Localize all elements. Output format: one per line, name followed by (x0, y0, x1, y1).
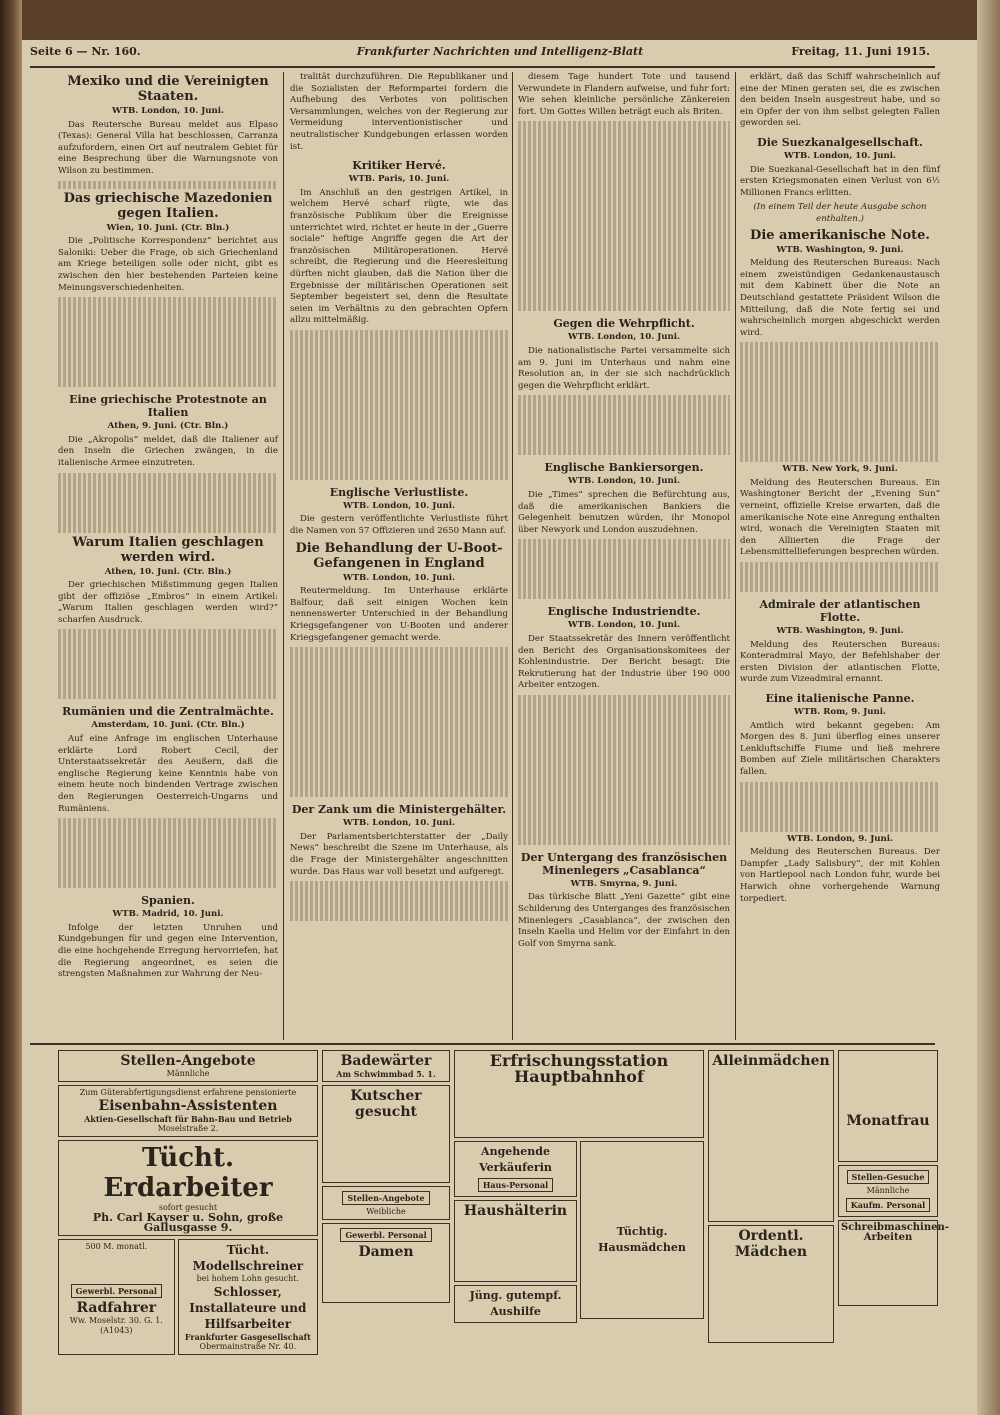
dateline: WTB. Paris, 10. Juni. (348, 174, 450, 185)
headline: Der Untergang des französischen Minenlegers „Casablanca“ (520, 850, 728, 877)
issue-date: Freitag, 11. Juni 1915. (791, 45, 930, 58)
dateline: WTB. Washington, 9. Juni. (776, 626, 904, 637)
headline: Der Zank um die Ministergehälter. (291, 803, 507, 817)
dateline: WTB. Smyrna, 9. Juni. (570, 878, 678, 889)
ad-stellen-gesuche (838, 1165, 938, 1217)
headline: Warum Italien geschlagen werden wird. (72, 534, 264, 565)
ad-alleinmaedchen (708, 1050, 834, 1222)
article-text: diesem Tage hundert Tote und tausend Verwundete in Flandern aufweise, und fuhr fort: Wie sehen kleinliche persönliche Zänkereien fort. Um Gottes Willen beträgt euch als Briten. (518, 72, 730, 117)
article-text: Auf eine Anfrage im englischen Unterhause erklärte Lord Robert Cecil, der Unterstaatssekretär des Aeußern, daß die englische Regierung keine Kenntnis habe von einem heute noch bindenden Vertrage zwischen den Regierungen Oesterreich-Ungarns und Rumäniens. (58, 734, 278, 814)
text-lines (583, 1144, 701, 1224)
headline: Die amerikanische Note. (750, 227, 930, 243)
ad-title: Schlosser, Installateure und Hilfsarbeiter (189, 1285, 307, 1331)
article-text: Das türkische Blatt „Yeni Gazette“ gibt eine Schilderung des Unterganges des französischen Minenlegers „Casablanca“, der zwischen den Inseln Kaelia und Helim vor der Einfahrt in den Golf von Smyrna sank. (518, 892, 730, 949)
ad-title: Tücht. Modellschreiner (192, 1243, 304, 1273)
article-text: Im Anschluß an den gestrigen Artikel, in welchem Hervé scharf rügte, wie das französische Publikum über die Ereignisse unterrichtet wird, richtet er heute in der „Guerre sociale“ heftige Angriffe gegen die Art der französischen Militäroperationen. Hervé schreibt, die Regierung und die Heeresleitung dürften nicht glauben, daß die Nation über die Ergebnisse der militärischen Operationen seit September begeistert sei, denn die Resultate seien im Verhältnis zu den gebrachten Opfern allzu mittelmäßig. (290, 187, 508, 326)
article-text: Die „Politische Korrespondenz“ berichtet aus Saloniki: Ueber die Frage, ob sich Griechenland am Kriege beteiligen solle oder nicht, gibt es zwischen den hier bestehenden Parteien keine Meinungsverschiedenheiten. (58, 236, 278, 293)
column-1 (58, 72, 278, 1040)
ad-text: 500 M. monatl. (85, 1242, 148, 1251)
ad-title: Angehende Verkäuferin (479, 1145, 552, 1174)
ad-text: Obermainstraße Nr. 40. (199, 1342, 297, 1351)
ad-title: Alleinmädchen (712, 1053, 830, 1069)
article-text: Der Staatssekretär des Innern veröffentlicht den Bericht des Organisationskomitees der Kohlenindustrie. Der Bericht besagt: Die Rekrutierung hat der Industrie über 190 000 Arbeiter entzogen. (518, 633, 730, 691)
dateline: WTB. London, 10. Juni. (783, 150, 897, 161)
headline: Rumänien und die Zentralmächte. (62, 705, 274, 719)
text-lines (58, 297, 278, 387)
ad-subtitle: Männliche (166, 1069, 210, 1078)
dateline: WTB. Washington, 9. Juni. (776, 244, 904, 255)
ad-text: Ww. Moselstr. 30. G. 1. (A1043) (69, 1316, 163, 1335)
text-lines (325, 1260, 447, 1300)
article-text: Die nationalistische Partei versammelte sich am 9. Juni im Unterhaus und nahm eine Resolution an, in der sie sich nachdrücklich gegen die Wehrpflicht erklärt. (518, 345, 730, 391)
column-3 (518, 72, 730, 1040)
headline: Englische Industriendte. (547, 605, 701, 619)
ad-hausmaedchen (580, 1141, 704, 1319)
text-lines (740, 562, 940, 592)
ad-section-label: Stellen-Gesuche (847, 1170, 930, 1184)
ad-subtitle: Weibliche (366, 1207, 406, 1216)
headline: Das griechische Mazedonien gegen Italien. (63, 190, 273, 221)
text-lines (841, 1243, 935, 1303)
text-lines (518, 395, 730, 455)
ad-title: Monatfrau (846, 1113, 930, 1129)
ad-row (58, 1239, 318, 1358)
text-lines (583, 1256, 701, 1316)
header-rule (30, 66, 935, 68)
headline: Die Behandlung der U-Boot-Gefangenen in England (295, 540, 503, 571)
dateline: Athen, 10. Juni. (Ctr. Bln.) (104, 566, 232, 577)
ad-title: Tüchtig. Hausmädchen (598, 1225, 686, 1254)
text-lines (740, 782, 940, 832)
ad-haushaelterin (454, 1200, 577, 1282)
article-text: Amtlich wird bekannt gegeben: Am Morgen des 8. Juni überflog eines unserer Lenkluftschiffe Fiume und ließ mehrere Bomben auf Ziele militärischen Charakters fallen. (740, 720, 940, 777)
page-number: Seite 6 — Nr. 160. (30, 45, 141, 58)
text-lines (740, 342, 940, 462)
ad-subtitle: Männliche (866, 1186, 910, 1195)
ad-title: Haushälterin (463, 1203, 568, 1219)
ad-kutscher (322, 1085, 450, 1183)
dateline: Wien, 10. Juni. (Ctr. Bln.) (106, 222, 230, 233)
text-lines (711, 1260, 831, 1340)
headline: Spanien. (141, 894, 195, 908)
article-text: Meldung des Reuterschen Bureaus. Ein Washingtoner Bericht der „Evening Sun“ verneint, offizielle Kreise erwarten, daß die amerikanische Note eine Anregung enthalten wird, wonach die Vereinigten Staaten mit den Alliierten die Frage der Lebensmittellieferungen besprechen würden. (740, 477, 940, 558)
headline: Englische Bankiersorgen. (544, 461, 704, 475)
ad-text: Zum Güterabfertigungsdienst erfahrene pensionierte (79, 1088, 297, 1097)
ads-column-1 (58, 1050, 318, 1390)
dateline: WTB. Madrid, 10. Juni. (112, 909, 224, 920)
ad-aushilfe (454, 1285, 577, 1323)
headline: Eine griechische Protestnote an Italien (69, 393, 267, 420)
ad-damen (322, 1223, 450, 1303)
text-lines (841, 1129, 935, 1159)
ad-section-label: Stellen-Angebote (342, 1191, 429, 1205)
text-lines (518, 695, 730, 845)
ad-ordentl-maedchen (708, 1225, 834, 1343)
ad-verkaeuferin (454, 1141, 577, 1197)
article-text: Meldung des Reuterschen Bureaus. Der Dampfer „Lady Salisbury“, der mit Kohlen von Hartlepool nach London fuhr, wurde bei Harwich ohne vorhergehende Warnung torpediert. (740, 847, 940, 904)
dateline: WTB. London, 10. Juni. (111, 106, 225, 116)
ad-badewaerter (322, 1050, 450, 1082)
ads-rule (30, 1043, 935, 1045)
article-text: Das Reutersche Bureau meldet aus Elpaso (Texas): General Villa hat beschlossen, Carranza aufzufordern, einen Ort auf neutralem Gebiet für eine Besprechung über die Warnungsnote von Wilson zu bestimmen. (58, 119, 278, 176)
dateline: WTB. London, 9. Juni. (786, 833, 894, 844)
text-lines (58, 629, 278, 699)
article-text: erklärt, daß das Schiff wahrscheinlich auf eine der Minen geraten sei, die es zwischen den beiden Inseln ausgestreut habe, und so ein Opfer der von ihm selbst gelegten Fallen geworden sei. (740, 72, 940, 129)
ad-title: Stellen-Angebote (120, 1053, 256, 1069)
book-spine (0, 0, 22, 1415)
column-2 (290, 72, 508, 1040)
ad-title: Eisenbahn-Assistenten (98, 1098, 278, 1114)
headline: Mexiko und die Vereinigten Staaten. (67, 74, 269, 104)
dateline: WTB. London, 10. Juni. (567, 332, 681, 343)
headline: Englische Verlustliste. (329, 485, 469, 499)
adjacent-page-edge (977, 0, 1000, 1415)
ad-radfahrer (58, 1239, 175, 1355)
ads-column-3 (454, 1050, 704, 1390)
text-lines (290, 881, 508, 921)
article-text: Infolge der letzten Unruhen und Kundgebungen für und gegen eine Intervention, die eine hochgehende Erregung hervorriefen, hat die Regierung angeordnet, es seien die strengsten Maßnahmen zur Wahrung der Neu- (58, 922, 278, 980)
text-lines (518, 539, 730, 599)
ad-title: Damen (358, 1244, 414, 1260)
headline: Kritiker Hervé. (352, 159, 446, 173)
ad-section-label: Kaufm. Personal (846, 1198, 930, 1212)
ad-row (454, 1141, 704, 1326)
article-text: Reutermeldung. Im Unterhause erklärte Balfour, daß seit einigen Wochen kein nennenswerter Unterschied in der Behandlung Kriegsgefangener von U-Booten und anderer Kriegsgefangener gemacht werde. (290, 586, 508, 643)
ad-text: Ph. Carl Kayser u. Sohn, große Gallusgasse 9. (92, 1211, 284, 1234)
ad-subcolumn (454, 1141, 577, 1326)
ad-text: Am Schwimmbad 5. 1. (336, 1069, 436, 1079)
ad-title: Jüng. gutempf. Aushilfe (469, 1289, 562, 1318)
edition-note: (In einem Teil der heute Ausgabe schon enthalten.) (753, 202, 927, 224)
text-lines (290, 647, 508, 797)
text-lines (290, 330, 508, 480)
ad-schreibmaschinen (838, 1220, 949, 1306)
dateline: Amsterdam, 10. Juni. (Ctr. Bln.) (91, 720, 245, 731)
text-lines (58, 818, 278, 888)
ad-stellen-weibliche (322, 1186, 450, 1220)
text-lines (457, 1085, 701, 1135)
ad-title: Erfrischungsstation Hauptbahnhof (489, 1051, 669, 1086)
ad-title: Radfahrer (76, 1300, 157, 1316)
ad-section-label: Gewerbl. Personal (340, 1228, 431, 1242)
article-text: Der Parlamentsberichterstatter der „Daily News“ beschreibt die Szene im Unterhause, als die Frage der Ministergehälter angeschnitten wurde. Das Haus war voll besetzt und aufgeregt. (290, 831, 508, 877)
article-text: Die Suezkanal-Gesellschaft hat in den fünf ersten Kriegsmonaten einen Verlust von 6½ Millionen Francs erlitten. (740, 164, 940, 198)
text-lines (841, 1053, 935, 1113)
ad-erfrischungsstation (454, 1050, 704, 1138)
column-rule (735, 72, 736, 1040)
ads-column-4 (708, 1050, 834, 1390)
ad-title: Badewärter (340, 1053, 432, 1069)
dateline: WTB. Rom, 9. Juni. (793, 707, 887, 717)
ad-text: bei hohem Lohn gesucht. (196, 1274, 300, 1283)
ads-column-5 (838, 1050, 949, 1390)
ad-title: Schreibmaschinen-Arbeiten (841, 1222, 949, 1243)
dateline: WTB. New York, 9. Juni. (782, 464, 898, 475)
ad-text: sofort gesucht (158, 1203, 218, 1212)
article-text: Meldung des Reuterschen Bureaus: Nach einem zweistündigen Gedankenaustausch mit dem Kabinett über die Note an Deutschland gestattete Präsident Wilson die Mitteilung, daß die Note fertig sei und wahrscheinlich morgen abgeschickt werden wird. (740, 258, 940, 338)
text-lines (711, 1069, 831, 1219)
headline: Gegen die Wehrpflicht. (553, 317, 695, 331)
text-lines (58, 181, 278, 189)
article-text: Die „Times“ sprechen die Befürchtung aus, daß die amerikanischen Bankiers die Gelegenheit benutzen würden, ihr Monopol über Newyork und London auszudehnen. (518, 489, 730, 535)
column-4 (740, 72, 940, 1040)
ad-text: Frankfurter Gasgesellschaft (184, 1332, 311, 1342)
column-rule (283, 72, 284, 1040)
ad-erdarbeiter (58, 1140, 318, 1236)
dateline: Athen, 9. Juni. (Ctr. Bln.) (107, 421, 229, 432)
article-text: tralität durchzuführen. Die Republikaner und die Sozialisten der Reformpartei fordern die Aufhebung des Verbotes von politischen Versammlungen, welches von der Regierung zur Vermeidung interventionistischer und neutralistischer Kundgebungen erlassen worden ist. (290, 72, 508, 152)
text-lines (63, 1254, 170, 1280)
ad-subcolumn (580, 1141, 704, 1326)
headline: Die Suezkanalgesellschaft. (757, 135, 923, 149)
ad-eisenbahn (58, 1085, 318, 1137)
ad-modellschreiner (178, 1239, 318, 1355)
dateline: WTB. London, 10. Juni. (342, 572, 456, 583)
ad-stellen-angebote (58, 1050, 318, 1082)
column-rule (512, 72, 513, 1040)
ad-section-label: Gewerbl. Personal (71, 1284, 162, 1298)
article-text: Die „Akropolis“ meldet, daß die Italiener auf den Inseln die Griechen zwängen, in die italienische Armee einzutreten. (58, 434, 278, 468)
article-text: Der griechischen Mißstimmung gegen Italien gibt der offiziöse „Embros“ in einem Artikel: „Warum Italien geschlagen werden wird?“ scharfen Ausdruck. (58, 580, 278, 625)
ad-title: Kutscher gesucht (350, 1088, 422, 1120)
ad-text: Moselstraße 2. (157, 1124, 219, 1133)
article-text: Die gestern veröffentlichte Verlustliste führt die Namen von 57 Offizieren und 2650 Mann auf. (290, 514, 508, 537)
text-lines (457, 1219, 574, 1279)
article-text: Meldung des Reuterschen Bureaus: Konteradmiral Mayo, der Befehlshaber der ersten Division der atlantischen Flotte, wurde zum Vizeadmiral ernannt. (740, 639, 940, 685)
text-lines (325, 1120, 447, 1180)
ad-title: Ordentl. Mädchen (734, 1228, 808, 1260)
page-header (30, 45, 930, 65)
dateline: WTB. London, 10. Juni. (567, 476, 681, 487)
text-lines (518, 121, 730, 311)
dateline: WTB. London, 10. Juni. (567, 620, 681, 631)
ad-text: Aktien-Gesellschaft für Bahn-Bau und Betrieb (84, 1114, 292, 1124)
ad-title: Tücht. Erdarbeiter (103, 1143, 273, 1203)
dateline: WTB. London, 10. Juni. (342, 500, 456, 511)
masthead: Frankfurter Nachrichten und Intelligenz-Blatt (356, 45, 644, 58)
dateline: WTB. London, 10. Juni. (342, 818, 456, 829)
headline: Admirale der atlantischen Flotte. (759, 598, 921, 625)
ad-section-label: Haus-Personal (478, 1178, 553, 1192)
text-lines (58, 473, 278, 533)
ads-column-2 (322, 1050, 450, 1390)
ad-monatfrau (838, 1050, 938, 1162)
headline: Eine italienische Panne. (765, 692, 915, 705)
